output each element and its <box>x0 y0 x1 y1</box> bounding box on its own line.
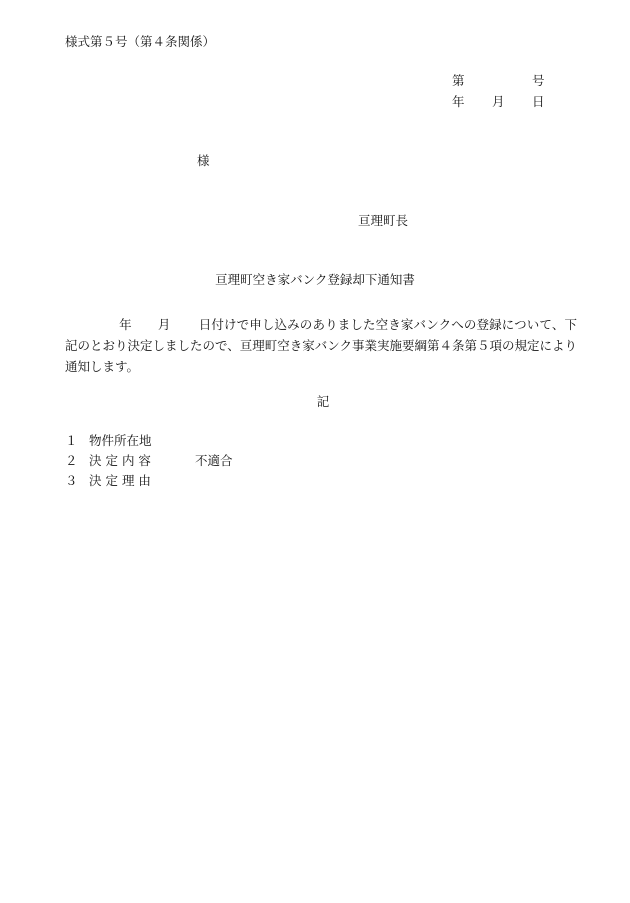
date-year: 年 <box>452 94 465 109</box>
item-number: ２ <box>65 453 78 468</box>
item-label: 決 定 理 由 <box>89 473 151 488</box>
body-text: 日付けで申し込みのありました空き家バンクへの登録について、下記のとおり決定しましたので、亘理町空き家バンク事業実施要綱第４条第５項の規定により通知します。 <box>65 317 578 374</box>
number-suffix: 号 <box>532 73 545 88</box>
form-number-label: 様式第５号（第４条関係） <box>65 34 216 49</box>
body-year: 年 <box>119 317 132 332</box>
item-value: 不適合 <box>195 453 233 468</box>
item-number: １ <box>65 433 78 448</box>
date-day: 日 <box>532 94 545 109</box>
item-number: ３ <box>65 473 78 488</box>
date-month: 月 <box>492 94 505 109</box>
recipient-honorific: 様 <box>197 153 210 168</box>
sender-name: 亘理町長 <box>358 213 409 228</box>
notice-body <box>65 314 577 377</box>
ki-heading: 記 <box>316 394 330 409</box>
document-title: 亘理町空き家バンク登録却下通知書 <box>215 272 415 287</box>
item-label: 決 定 内 容 <box>89 453 151 468</box>
item-label: 物件所在地 <box>89 433 152 448</box>
number-prefix: 第 <box>452 73 465 88</box>
body-month: 月 <box>157 317 171 332</box>
